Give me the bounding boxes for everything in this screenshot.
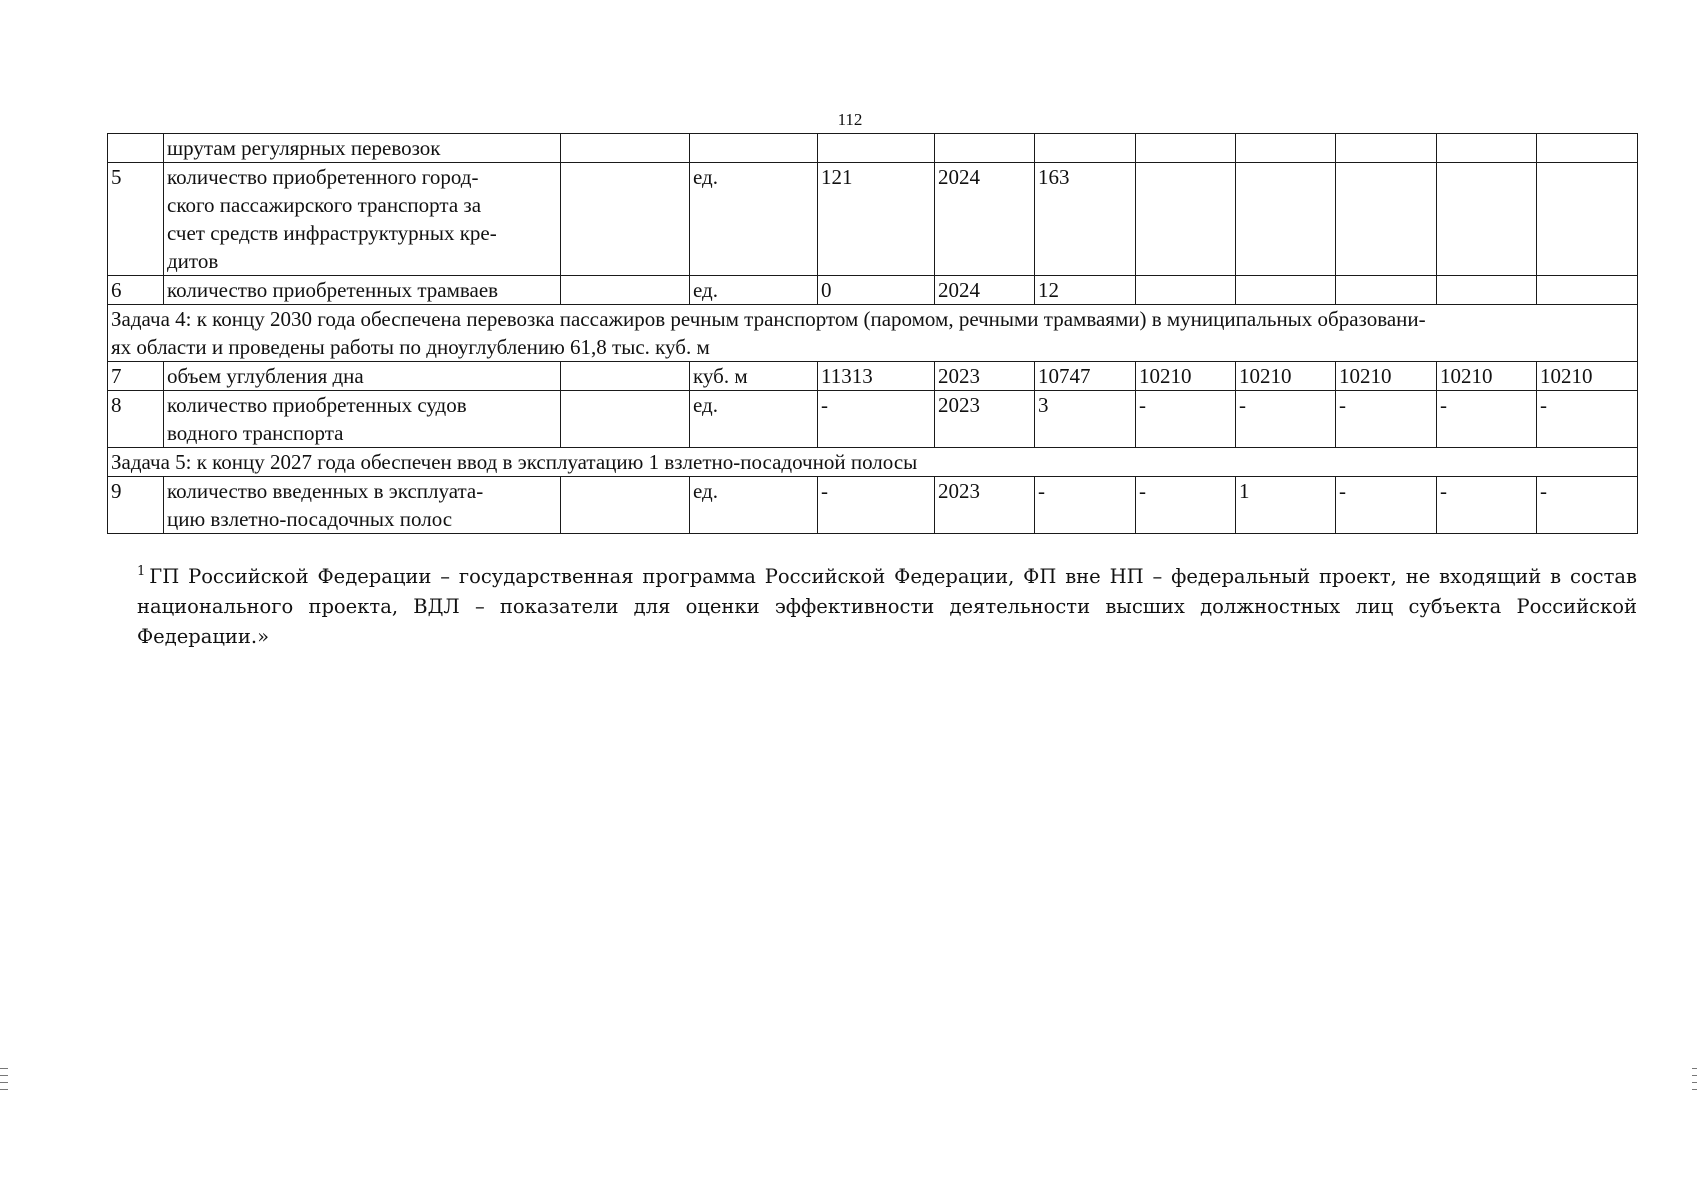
table-cell <box>1035 134 1136 163</box>
indicator-name-cell: количество приобретенных трамваев <box>164 276 561 305</box>
table-cell <box>1236 276 1336 305</box>
table-cell <box>561 163 690 276</box>
table-cell: - <box>1035 477 1136 534</box>
table-cell <box>1136 134 1236 163</box>
table-cell: 163 <box>1035 163 1136 276</box>
task-row <box>108 448 1638 477</box>
table-cell: 2024 <box>935 276 1035 305</box>
table-cell: ед. <box>690 163 818 276</box>
task-row <box>108 305 1638 362</box>
table-cell: - <box>1336 391 1437 448</box>
table-cell <box>818 134 935 163</box>
table-cell: 10210 <box>1537 362 1638 391</box>
table-cell: 10210 <box>1437 362 1537 391</box>
table-cell: 10210 <box>1136 362 1236 391</box>
table-cell <box>1537 163 1638 276</box>
table-cell: - <box>1136 391 1236 448</box>
table-cell: 2023 <box>935 477 1035 534</box>
table-row <box>108 362 1638 391</box>
row-number-cell: 7 <box>108 362 164 391</box>
table-cell: - <box>1537 391 1638 448</box>
table-row <box>108 477 1638 534</box>
table-cell: - <box>1136 477 1236 534</box>
table-cell: ед. <box>690 276 818 305</box>
indicator-table <box>107 133 1638 534</box>
table-cell: ед. <box>690 477 818 534</box>
table-cell <box>561 391 690 448</box>
table-cell <box>935 134 1035 163</box>
indicator-name-cell: объем углубления дна <box>164 362 561 391</box>
row-number-cell: 5 <box>108 163 164 276</box>
table-cell <box>561 276 690 305</box>
table-cell: - <box>1437 477 1537 534</box>
table-cell <box>1236 163 1336 276</box>
table-cell <box>561 362 690 391</box>
table-cell <box>1437 163 1537 276</box>
table-cell: - <box>1336 477 1437 534</box>
table-cell: - <box>818 391 935 448</box>
table-cell: 10210 <box>1336 362 1437 391</box>
row-number-cell: 9 <box>108 477 164 534</box>
indicator-name-cell: количество приобретенных судов водного транспорта <box>164 391 561 448</box>
table-cell <box>561 134 690 163</box>
row-number-cell <box>108 134 164 163</box>
table-cell: - <box>1236 391 1336 448</box>
task-cell: Задача 4: к концу 2030 года обеспечена перевозка пассажиров речным транспортом (паромом, речными трамваями) в муниципальных образовани- ях области и проведены работы по дноуглублению 61,8 тыс. куб. м <box>108 305 1638 362</box>
row-number-cell: 8 <box>108 391 164 448</box>
table-row <box>108 391 1638 448</box>
table-cell: 121 <box>818 163 935 276</box>
table-cell: 2023 <box>935 391 1035 448</box>
table-cell <box>1537 276 1638 305</box>
table-cell: ед. <box>690 391 818 448</box>
table-cell <box>1336 134 1437 163</box>
table-cell: - <box>818 477 935 534</box>
left-margin-marks <box>0 1068 8 1098</box>
table-cell: 2023 <box>935 362 1035 391</box>
table-cell: 10210 <box>1236 362 1336 391</box>
table-cell: куб. м <box>690 362 818 391</box>
table-cell: 10747 <box>1035 362 1136 391</box>
table-cell <box>1437 134 1537 163</box>
table-cell <box>561 477 690 534</box>
table-cell: 12 <box>1035 276 1136 305</box>
table-body <box>108 134 1638 534</box>
table-cell <box>690 134 818 163</box>
table-row <box>108 134 1638 163</box>
task-cell: Задача 5: к концу 2027 года обеспечен ввод в эксплуатацию 1 взлетно-посадочной полосы <box>108 448 1638 477</box>
row-number-cell: 6 <box>108 276 164 305</box>
table-row <box>108 163 1638 276</box>
table-cell: 11313 <box>818 362 935 391</box>
table-cell <box>1537 134 1638 163</box>
table-cell: 0 <box>818 276 935 305</box>
right-margin-marks <box>1692 1068 1697 1098</box>
page-number: 112 <box>837 110 863 129</box>
table-cell <box>1437 276 1537 305</box>
table-row <box>108 276 1638 305</box>
indicator-name-cell: количество введенных в эксплуата- цию взлетно-посадочных полос <box>164 477 561 534</box>
table-cell <box>1136 163 1236 276</box>
table-cell: 2024 <box>935 163 1035 276</box>
table-cell <box>1136 276 1236 305</box>
table-cell <box>1336 163 1437 276</box>
table-cell: 1 <box>1236 477 1336 534</box>
indicator-name-cell: шрутам регулярных перевозок <box>164 134 561 163</box>
footnote <box>137 557 1637 652</box>
indicator-name-cell: количество приобретенного город- ского пассажирского транспорта за счет средств инфраструктурных кре- дитов <box>164 163 561 276</box>
table-cell <box>1336 276 1437 305</box>
footnote-text: ГП Российской Федерации – государственная программа Российской Федерации, ФП вне НП – федеральный проект, не входящий в состав национального проекта, ВДЛ – показатели для оценки эффективности деятельности высших должностных лиц субъекта Российской Федерации.» <box>137 565 1637 648</box>
table-cell <box>1236 134 1336 163</box>
table-cell: - <box>1537 477 1638 534</box>
footnote-marker: 1 <box>137 564 146 579</box>
table-cell: - <box>1437 391 1537 448</box>
table-cell: 3 <box>1035 391 1136 448</box>
